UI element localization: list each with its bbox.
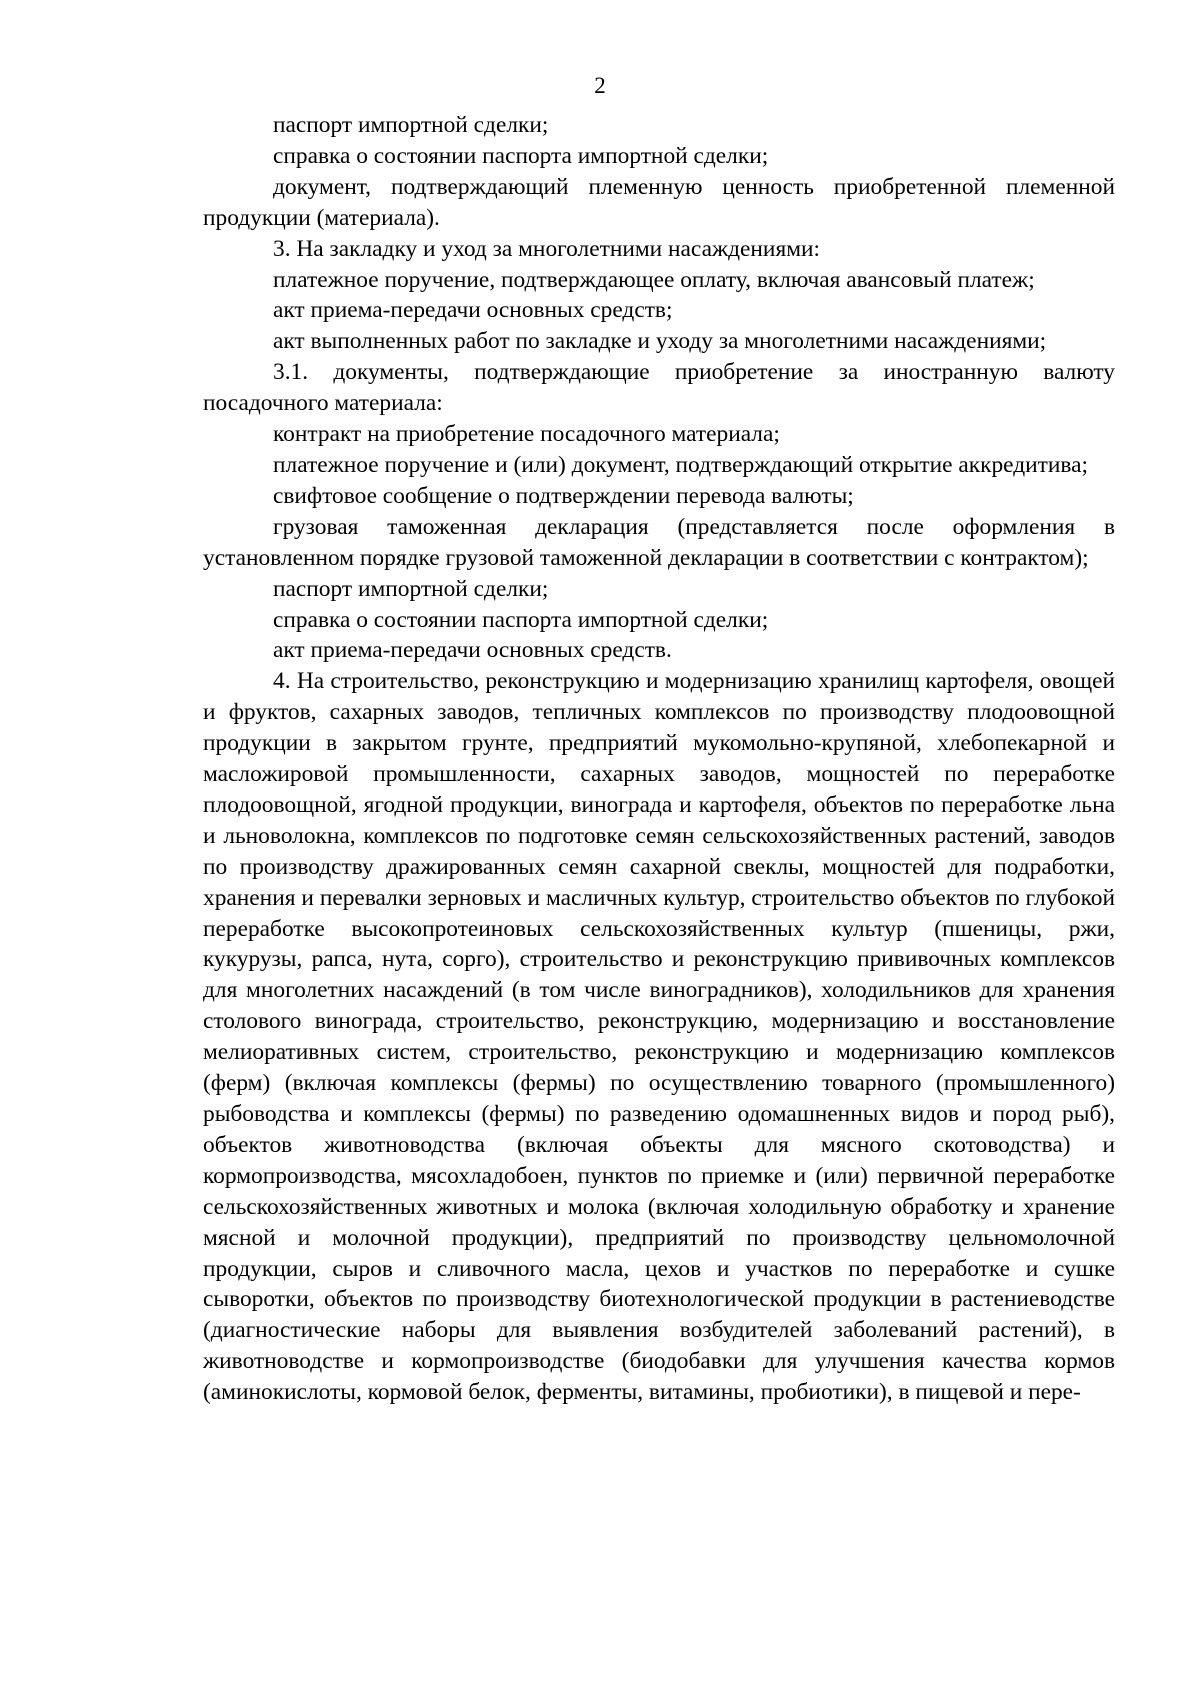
page-number: 2 — [594, 73, 606, 98]
paragraph: документ, подтверждающий племенную ценность приобретенной племенной продукции (материала). — [203, 173, 1115, 231]
paragraph: паспорт импортной сделки; — [273, 575, 549, 602]
paragraph: справка о состоянии паспорта импортной сделки; — [273, 606, 769, 633]
paragraph: грузовая таможенная декларация (представляется после оформления в установленном порядке грузовой таможенной декларации в соответствии с контрактом); — [203, 513, 1115, 571]
paragraph: акт выполненных работ по закладке и уходу за многолетними насаждениями; — [273, 328, 1047, 355]
paragraph: 3.1. документы, подтверждающие приобретение за иностранную валюту посадочного материала: — [203, 359, 1115, 417]
paragraph: справка о состоянии паспорта импортной сделки; — [273, 142, 769, 169]
paragraph: акт приема-передачи основных средств; — [273, 297, 673, 324]
paragraph: платежное поручение, подтверждающее оплату, включая авансовый платеж; — [273, 266, 1035, 293]
paragraph: паспорт импортной сделки; — [273, 112, 549, 138]
paragraph: платежное поручение и (или) документ, подтверждающий открытие аккредитива; — [273, 451, 1089, 478]
document-body — [203, 110, 1115, 1408]
paragraph: 4. На строительство, реконструкцию и модернизацию хранилищ картофеля, овощей и фруктов, сахарных заводов, тепличных комплексов по производству плодоовощной продукции в закрытом грунте, предприятий мукомольно-крупяной, хлебопекарной и масложировой промышленности, сахарных заводов, мощностей по переработке плодоовощной, ягодной продукции, винограда и картофеля, объектов по переработке льна и льноволокна, комплексов по подготовке семян сельскохозяйственных растений, заводов по производству дражированных семян сахарной свеклы, мощностей для подработки, хранения и перевалки зерновых и масличных культур, строительство объектов по глубокой переработке высокопротеиновых сельскохозяйственных культур (пшеницы, ржи, кукурузы, рапса, нута, сорго), строительство и реконструкцию прививочных комплексов для многолетних насаждений (в том числе виноградников), холодильников для хранения столового винограда, строительство, реконструкцию, модернизацию и восстановление мелиоративных систем, строительство, реконструкцию и модернизацию комплексов (ферм) (включая комплексы (фермы) по осуществлению товарного (промышленного) рыбоводства и комплексы (фермы) по разведению одомашненных видов и пород рыб), объектов животноводства (включая объекты для мясного скотоводства) и кормопроизводства, мясохладобоен, пунктов по приемке и (или) первичной переработке сельскохозяйственных животных и молока (включая холодильную обработку и хранение мясной и молочной продукции), предприятий по производству цельномолочной продукции, сыров и сливочного масла, цехов и участков по переработке и сушке сыворотки, объектов по производству биотехнологической продукции в растениеводстве (диагностические наборы для выявления возбудителей заболеваний растений), в животноводстве и кормопроизводстве (биодобавки для улучшения качества кормов (аминокислоты, кормовой белок, ферменты, витамины, пробиотики), в пищевой и пере- — [203, 668, 1115, 1406]
paragraph: 3. На закладку и уход за многолетними насаждениями: — [273, 235, 821, 262]
paragraph: свифтовое сообщение о подтверждении перевода валюты; — [273, 482, 854, 509]
paragraph: акт приема-передачи основных средств. — [273, 637, 672, 664]
paragraph: контракт на приобретение посадочного материала; — [273, 421, 780, 448]
